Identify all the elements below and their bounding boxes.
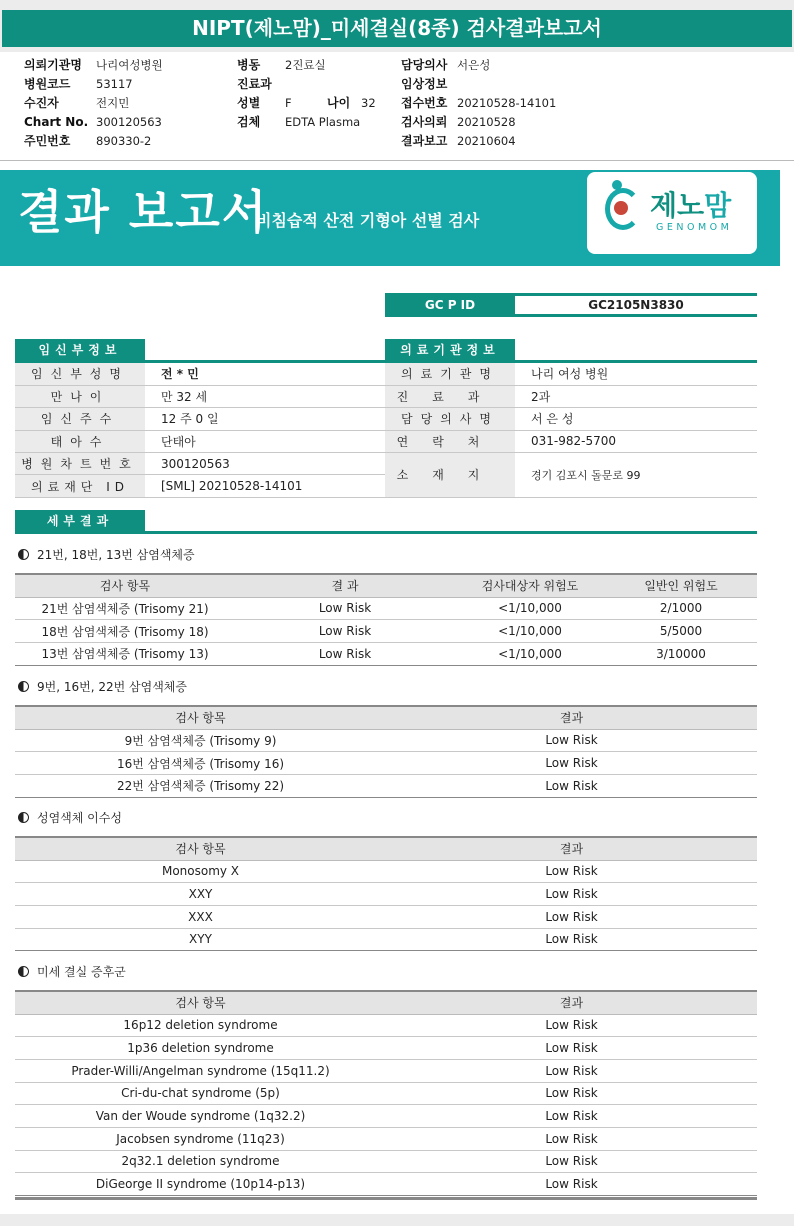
patient-value: [SML] 20210528-14101	[145, 475, 385, 497]
subject-risk: <1/10,000	[455, 620, 605, 643]
table-row	[15, 620, 757, 643]
table-row	[15, 597, 757, 620]
institution-info-tab: 의료기관정보	[385, 339, 515, 361]
meta-key: 검체	[237, 115, 261, 129]
meta-value: F	[285, 96, 292, 110]
sec4-table	[15, 990, 757, 1196]
meta-row	[237, 94, 376, 113]
meta-key: Chart No.	[24, 115, 89, 129]
meta-row	[237, 75, 376, 94]
institution-value: 서 은 성	[515, 408, 757, 430]
institution-info-table	[385, 363, 757, 498]
meta-value: 2진료실	[285, 58, 326, 72]
institution-label: 연락처	[385, 430, 515, 452]
sec1-heading-text: 21번, 18번, 13번 삼염색체증	[37, 548, 195, 562]
institution-value: 경기 김포시 돌문로 99	[515, 453, 757, 498]
institution-value: 나리 여성 병원	[515, 363, 757, 385]
test-result: Low Risk	[386, 860, 757, 883]
patient-value: 12 주 0 일	[145, 408, 385, 430]
meta-row	[24, 132, 163, 151]
table-row	[15, 1014, 757, 1037]
meta-value: 890330-2	[96, 134, 152, 148]
test-item: XXX	[15, 905, 386, 928]
patient-value: 만 32 세	[145, 385, 385, 407]
meta-column-3	[401, 56, 556, 151]
patient-row	[15, 430, 385, 452]
test-result: Low Risk	[386, 1082, 757, 1105]
sec4-heading-text: 미세 결실 증후군	[37, 965, 126, 979]
col-header: 검사대상자 위험도	[455, 574, 605, 597]
gcpid-value: GC2105N3830	[515, 293, 757, 317]
col-header: 결과	[386, 837, 757, 860]
patient-label: 임신주수	[15, 408, 145, 430]
test-item: Jacobsen syndrome (11q23)	[15, 1127, 386, 1150]
test-result: Low Risk	[386, 729, 757, 752]
subject-risk: <1/10,000	[455, 597, 605, 620]
col-header: 일반인 위험도	[605, 574, 757, 597]
sec3-heading-text: 성염색체 이수성	[37, 811, 122, 825]
test-result: Low Risk	[386, 905, 757, 928]
meta-row	[24, 75, 163, 94]
patient-value: 300120563	[145, 453, 385, 475]
test-result: Low Risk	[235, 620, 455, 643]
meta-value: EDTA Plasma	[285, 115, 361, 129]
logo-head-icon	[612, 180, 622, 190]
table-row	[15, 1105, 757, 1128]
test-result: Low Risk	[386, 774, 757, 797]
institution-label: 의료기관명	[385, 363, 515, 385]
general-risk: 2/1000	[605, 597, 757, 620]
meta-row	[401, 94, 556, 113]
meta-key: 성별	[237, 96, 261, 110]
age-key: 나이	[327, 96, 351, 110]
patient-value: 전 * 민	[145, 363, 385, 385]
general-risk: 3/10000	[605, 642, 757, 665]
bottom-band	[0, 1214, 794, 1226]
meta-key: 의뢰기관명	[24, 58, 82, 72]
test-result: Low Risk	[386, 1059, 757, 1082]
patient-label: 만나이	[15, 385, 145, 407]
table-row	[15, 729, 757, 752]
meta-value: 20210528	[457, 115, 516, 129]
meta-row	[24, 94, 163, 113]
meta-key: 진료과	[237, 77, 272, 91]
test-result: Low Risk	[386, 928, 757, 951]
sec3-heading	[18, 809, 122, 826]
institution-label: 진료과	[385, 385, 515, 407]
col-header: 검사 항목	[15, 574, 235, 597]
meta-row	[237, 113, 376, 132]
sec1-heading	[18, 546, 195, 563]
meta-column-1	[24, 56, 163, 151]
test-item: 13번 삼염색체증 (Trisomy 13)	[15, 642, 235, 665]
patient-row	[15, 475, 385, 497]
table-row	[15, 905, 757, 928]
sec3-table	[15, 836, 757, 951]
meta-key: 접수번호	[401, 96, 448, 110]
test-item: 16번 삼염색체증 (Trisomy 16)	[15, 752, 386, 775]
institution-row	[385, 408, 757, 430]
test-result: Low Risk	[386, 883, 757, 906]
logo-baby-icon	[614, 201, 628, 215]
meta-key: 결과보고	[401, 134, 448, 148]
sec2-table	[15, 705, 757, 798]
test-result: Low Risk	[386, 1150, 757, 1173]
sec2-heading-text: 9번, 16번, 22번 삼염색체증	[37, 680, 187, 694]
half-circle-icon	[18, 681, 29, 692]
patient-info-table	[15, 363, 385, 498]
half-circle-icon	[18, 966, 29, 977]
table-row	[15, 860, 757, 883]
institution-row	[385, 453, 757, 498]
meta-key: 수진자	[24, 96, 59, 110]
patient-row	[15, 363, 385, 385]
meta-value: 300120563	[96, 115, 162, 129]
general-risk: 5/5000	[605, 620, 757, 643]
meta-key: 주민번호	[24, 134, 71, 148]
banner-subtitle: 비침습적 산전 기형아 선별 검사	[256, 211, 480, 230]
test-result: Low Risk	[386, 752, 757, 775]
institution-row	[385, 363, 757, 385]
test-item: 21번 삼염색체증 (Trisomy 21)	[15, 597, 235, 620]
meta-key: 담당의사	[401, 58, 448, 72]
institution-value: 2과	[515, 385, 757, 407]
table-header-row	[15, 991, 757, 1014]
bottom-rule	[15, 1197, 757, 1200]
test-result: Low Risk	[235, 642, 455, 665]
meta-divider	[0, 160, 794, 161]
table-row	[15, 1059, 757, 1082]
patient-value: 단태아	[145, 430, 385, 452]
table-row	[15, 1082, 757, 1105]
half-circle-icon	[18, 549, 29, 560]
patient-row	[15, 453, 385, 475]
table-header-row	[15, 837, 757, 860]
report-title: NIPT(제노맘)_미세결실(8종) 검사결과보고서	[2, 10, 792, 47]
patient-info-tab: 임신부정보	[15, 339, 145, 361]
test-item: XYY	[15, 928, 386, 951]
banner-title: 결과 보고서	[18, 185, 269, 239]
table-row	[15, 883, 757, 906]
table-header-row	[15, 574, 757, 597]
test-result: Low Risk	[235, 597, 455, 620]
meta-value: 서은성	[457, 58, 491, 72]
patient-label: 병원차트번호	[15, 453, 145, 475]
gcpid-label: GC P ID	[385, 293, 515, 317]
sec1-table	[15, 573, 757, 666]
col-header: 결과	[386, 991, 757, 1014]
institution-label: 담당의사명	[385, 408, 515, 430]
age-value: 32	[361, 96, 376, 110]
subject-risk: <1/10,000	[455, 642, 605, 665]
test-item: 1p36 deletion syndrome	[15, 1037, 386, 1060]
meta-column-2	[237, 56, 376, 132]
meta-value: 53117	[96, 77, 133, 91]
test-item: 9번 삼염색체증 (Trisomy 9)	[15, 729, 386, 752]
table-row	[15, 774, 757, 797]
meta-row	[401, 56, 556, 75]
sec2-heading	[18, 678, 187, 695]
test-item: Prader-Willi/Angelman syndrome (15q11.2)	[15, 1059, 386, 1082]
test-result: Low Risk	[386, 1105, 757, 1128]
table-row	[15, 752, 757, 775]
col-header: 검사 항목	[15, 706, 386, 729]
test-item: 2q32.1 deletion syndrome	[15, 1150, 386, 1173]
test-item: Cri-du-chat syndrome (5p)	[15, 1082, 386, 1105]
test-result: Low Risk	[386, 1014, 757, 1037]
col-header: 결 과	[235, 574, 455, 597]
meta-key: 병동	[237, 58, 261, 72]
test-item: XXY	[15, 883, 386, 906]
table-row	[15, 1150, 757, 1173]
table-header-row	[15, 706, 757, 729]
table-row	[15, 928, 757, 951]
table-row	[15, 642, 757, 665]
meta-key: 임상정보	[401, 77, 448, 91]
col-header: 검사 항목	[15, 991, 386, 1014]
table-row	[15, 1127, 757, 1150]
test-item: DiGeorge II syndrome (10p14-p13)	[15, 1173, 386, 1196]
test-item: 22번 삼염색체증 (Trisomy 22)	[15, 774, 386, 797]
details-line	[15, 531, 757, 534]
institution-label: 소재지	[385, 453, 515, 498]
meta-row	[237, 56, 376, 75]
meta-row	[24, 113, 163, 132]
meta-key: 병원코드	[24, 77, 71, 91]
table-row	[15, 1037, 757, 1060]
patient-label: 태아수	[15, 430, 145, 452]
meta-value: 나리여성병원	[96, 58, 163, 72]
logo-text-en: GENOMOM	[656, 222, 733, 233]
sec4-heading	[18, 963, 126, 980]
logo-text	[650, 184, 731, 224]
test-item: Van der Woude syndrome (1q32.2)	[15, 1105, 386, 1128]
test-result: Low Risk	[386, 1173, 757, 1196]
meta-value: 20210604	[457, 134, 516, 148]
meta-value: 20210528-14101	[457, 96, 557, 110]
logo-text-last: 맘	[704, 189, 732, 222]
institution-value: 031-982-5700	[515, 430, 757, 452]
col-header: 결과	[386, 706, 757, 729]
test-result: Low Risk	[386, 1037, 757, 1060]
patient-row	[15, 408, 385, 430]
table-row	[15, 1173, 757, 1196]
patient-row	[15, 385, 385, 407]
meta-value: 전지민	[96, 96, 130, 110]
patient-label: 의료재단 ID	[15, 475, 145, 497]
meta-row	[401, 132, 556, 151]
institution-row	[385, 385, 757, 407]
meta-row	[401, 113, 556, 132]
test-item: Monosomy X	[15, 860, 386, 883]
test-item: 16p12 deletion syndrome	[15, 1014, 386, 1037]
logo-text-main: 제노	[650, 189, 705, 222]
test-result: Low Risk	[386, 1127, 757, 1150]
patient-label: 임신부성명	[15, 363, 145, 385]
test-item: 18번 삼염색체증 (Trisomy 18)	[15, 620, 235, 643]
half-circle-icon	[18, 812, 29, 823]
institution-row	[385, 430, 757, 452]
meta-row	[24, 56, 163, 75]
meta-key: 검사의뢰	[401, 115, 448, 129]
details-tab: 세부결과	[15, 510, 145, 532]
meta-row	[401, 75, 556, 94]
col-header: 검사 항목	[15, 837, 386, 860]
